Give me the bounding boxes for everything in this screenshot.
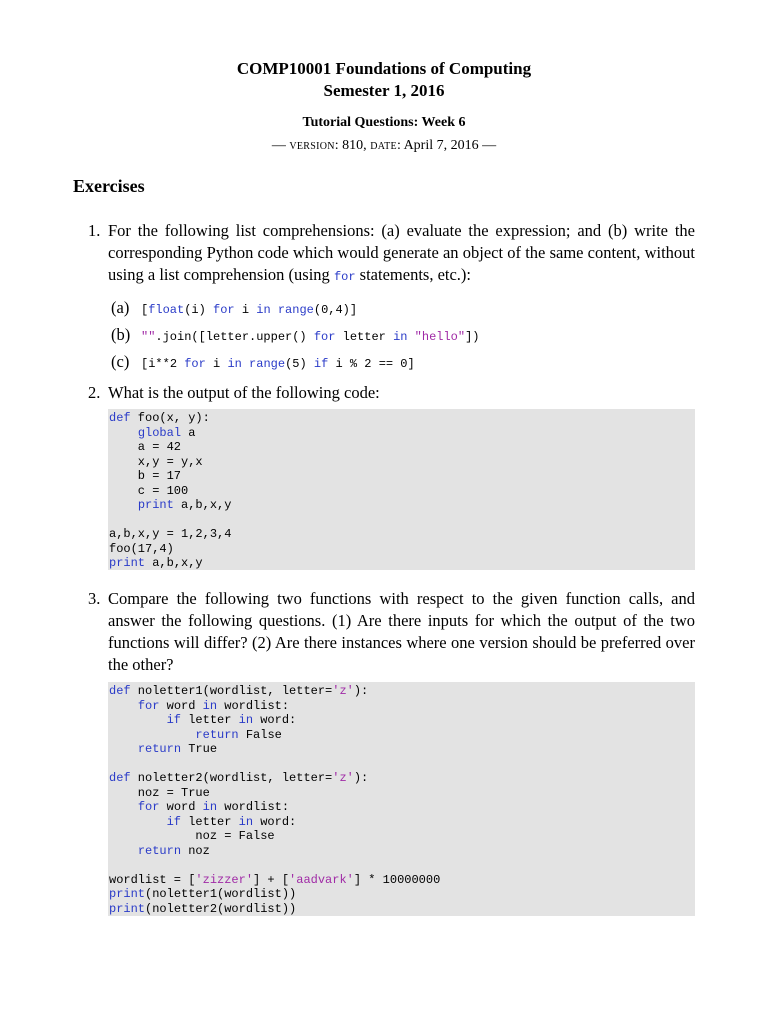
question-1-number: 1. (88, 221, 101, 240)
code-line: for word in wordlist: (137, 698, 290, 713)
code-line: b = 17 (109, 469, 182, 483)
code-line: c = 100 (109, 483, 189, 498)
question-1b (111, 324, 480, 348)
question-3-number: 3. (88, 589, 101, 608)
code-line: def foo(x, y): (109, 411, 210, 425)
code-line: a,b,x,y = 1,2,3,4 (109, 527, 232, 541)
code-line (109, 757, 695, 772)
code-line: noz = False (109, 829, 275, 843)
code-line: return noz (137, 843, 210, 858)
code-line: for word in wordlist: (137, 800, 290, 814)
code-line: noz = True (109, 785, 210, 800)
question-3-code-block (108, 682, 695, 916)
section-title: Exercises (73, 176, 145, 196)
code-line: return False (195, 727, 282, 742)
code-line: def noletter2(wordlist, letter='z'): (109, 771, 369, 785)
version-line (0, 138, 768, 154)
question-2-code-block (108, 409, 695, 570)
tutorial-subtitle: Tutorial Questions: Week 6 (302, 115, 466, 130)
question-1a-label: (a) (111, 298, 130, 317)
code-line: wordlist = ['zizzer'] + ['aadvark'] * 10000000 (109, 872, 441, 887)
code-line: print(noletter1(wordlist)) (109, 887, 297, 901)
code-line (109, 858, 695, 873)
question-1a (111, 297, 357, 321)
question-1c (111, 351, 415, 375)
code-line (109, 513, 695, 528)
version-prefix: — (271, 138, 290, 153)
code-line: print(noletter2(wordlist)) (109, 901, 297, 916)
question-2-number: 2. (88, 383, 101, 402)
question-1-inline-code: for (333, 270, 356, 284)
code-line: global a (137, 425, 196, 440)
version-label: version (289, 138, 335, 153)
question-2-text: What is the output of the following code: (108, 383, 380, 402)
question-1-text (108, 220, 695, 288)
question-1-text-before: For the following list comprehensions: (a) evaluate the expression; and (b) write the corresponding Python code which would generate an object of the same content, without using a list comprehension (using (108, 221, 695, 284)
code-line: print a,b,x,y (109, 556, 203, 570)
question-1c-code: [i**2 for i in range(5) if i % 2 == 0] (141, 357, 415, 371)
question-1-text-after: statements, etc.): (355, 265, 472, 284)
code-line: if letter in word: (166, 713, 297, 727)
question-1a-code: [float(i) for i in range(0,4)] (141, 303, 358, 317)
code-line: print a,b,x,y (137, 498, 232, 512)
question-1b-code: "".join([letter.upper() for letter in "hello"]) (141, 330, 480, 344)
question-1b-label: (b) (111, 325, 131, 344)
date-label: date (370, 138, 397, 153)
question-3-text: Compare the following two functions with respect to the given function calls, and answer the following questions. (1) Are there inputs for which the output of the two functions will differ? (2) Are there instances where one version should be preferred over the other? (108, 589, 695, 674)
code-line: return True (137, 742, 218, 756)
code-line: x,y = y,x (109, 454, 203, 469)
course-title: COMP10001 Foundations of Computing (236, 59, 532, 78)
code-line: a = 42 (109, 440, 182, 454)
code-line: def noletter1(wordlist, letter='z'): (109, 684, 369, 698)
date-value: : April 7, 2016 — (396, 138, 497, 153)
version-value: : 810, (334, 138, 371, 153)
semester-title: Semester 1, 2016 (323, 81, 445, 100)
code-line: foo(17,4) (109, 541, 174, 556)
code-line: if letter in word: (166, 814, 297, 829)
question-1c-label: (c) (111, 352, 130, 371)
